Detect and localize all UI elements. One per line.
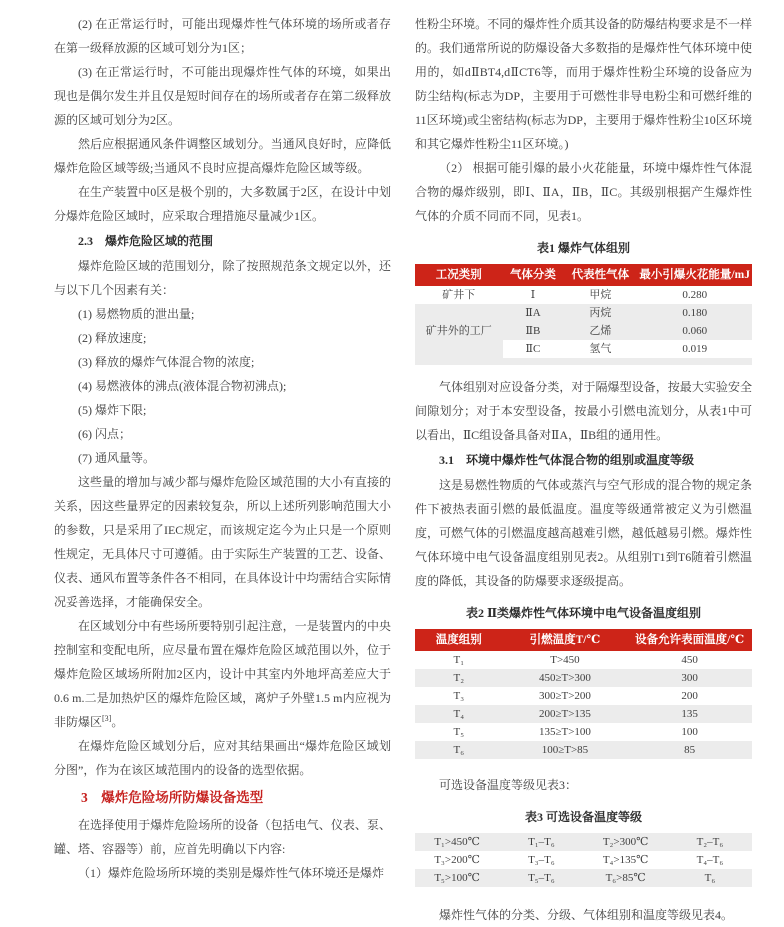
table-row xyxy=(415,851,752,869)
table-cell: T₂ xyxy=(415,669,503,687)
table-header-row xyxy=(415,264,752,286)
table-cell: ⅡA xyxy=(503,304,564,322)
table-cell: 200≥T>135 xyxy=(503,705,628,723)
paragraph: （2） 根据可能引爆的最小火花能量，环境中爆炸性气体混合物的爆炸级别，即Ⅰ、ⅡA，ⅡB，ⅡC。其级别根据产生爆炸性气体的介质不同而不同，见表1。 xyxy=(415,161,752,223)
list-item: (1) 易燃物质的泄出量; xyxy=(78,307,195,321)
table-row-spacer xyxy=(415,358,752,365)
paragraph: (2) 在正常运行时，可能出现爆炸性气体环境的场所或者存在第一级释放源的区域可划分为1区； xyxy=(54,17,391,55)
table1-caption: 表1 爆炸气体组别 xyxy=(536,241,630,255)
paragraph: 这是易燃性物质的气体或蒸汽与空气形成的混合物的规定条件下被热表面引燃的最低温度。温度等级通常被定义为引燃温度，可燃气体的引燃温度越高越难引燃，越低越易引燃。爆炸性气体环境中电气设备温度组别见表2。从组别T1到T6随着引燃温度的降低，其设备的防爆要求逐级提高。 xyxy=(415,478,752,588)
section-heading-2-3: 2.3 爆炸危险区域的范围 xyxy=(78,234,214,248)
table-cell: T₂–T₆ xyxy=(668,833,752,851)
table-cell: 氢气 xyxy=(589,343,612,355)
table-row xyxy=(415,705,752,723)
table3-caption: 表3 可选设备温度等级 xyxy=(524,810,642,824)
table-header-row xyxy=(415,629,752,651)
list-item: (7) 通风量等。 xyxy=(78,451,155,465)
table2-caption: 表2 Ⅱ类爆炸性气体环境中电气设备温度组别 xyxy=(465,606,702,620)
column-header: 温度组别 xyxy=(415,629,503,651)
table-row xyxy=(415,687,752,705)
table-selectable-temperature-classes xyxy=(415,833,752,887)
table-cell: T₄ xyxy=(415,705,503,723)
table-cell: T₃>200℃ xyxy=(434,854,480,866)
paragraph: (3) 在正常运行时，不可能出现爆炸性气体的环境，如果出现也是偶尔发生并且仅是短时间存在的场所或者存在第二级释放源的区域可划分为2区。 xyxy=(54,65,391,127)
paragraph: 在爆炸危险区域划分后，应对其结果画出“爆炸危险区域划分图”，作为在该区域范围内的设备的选型依据。 xyxy=(54,739,391,777)
paragraph: 气体组别对应设备分类，对于隔爆型设备，按最大实验安全间隙划分；对于本安型设备，按最小引燃电流划分，从表1中可以看出，ⅡC组设备具备对ⅡA，ⅡB组的通用性。 xyxy=(415,380,752,442)
table-cell: 100 xyxy=(681,726,698,738)
table-cell: 矿井下 xyxy=(442,289,476,301)
table-cell: Ⅰ xyxy=(530,289,536,301)
table-cell: 100≥T>85 xyxy=(503,741,628,759)
table-cell: T₅–T₆ xyxy=(499,869,583,887)
table-row xyxy=(415,869,752,887)
table-cell: T>450 xyxy=(550,654,580,666)
right-column xyxy=(415,12,752,927)
table-cell: T₅ xyxy=(453,726,465,738)
table-cell: T₅>100℃ xyxy=(415,869,499,887)
table-cell xyxy=(415,358,752,365)
paragraph: （1）爆炸危险场所环境的类别是爆炸性气体环境还是爆炸 xyxy=(78,866,385,880)
list-item: (2) 释放速度; xyxy=(78,331,147,345)
paragraph-text: 在区域划分中有些场所要特别引起注意，一是装置内的中央控制室和变配电所，应尽量布置在爆炸危险区域范围以外，位于爆炸危险区域场所附加2区内，设计中其室内外地坪高差应大于0.6 m.二是加热炉区的爆炸危险区域，离炉子外壁1.5 m内应视为非防爆区 xyxy=(54,619,391,729)
section-heading-3-1: 3.1 环境中爆炸性气体混合物的组别或温度等级 xyxy=(439,453,695,467)
column-header: 最小引爆火花能量/mJ xyxy=(637,264,752,286)
paragraph xyxy=(54,614,391,734)
paragraph: 这些量的增加与减少都与爆炸危险区域范围的大小有直接的关系，因这些量界定的因素较复杂，所以上述所列影响范围大小的参数，只是采用了IEC规定，而该规定迄今为止只是一个原则性规定，无具体尺寸可遵循。由于实际生产装置的工艺、设备、仪表、通风布置等条件各不相同，在具体设计中均需结合实际情况妥善选择，才能确保安全。 xyxy=(54,475,391,609)
paragraph: 然后应根据通风条件调整区域划分。当通风良好时，应降低爆炸危险区域等级;当通风不良时应提高爆炸危险区域等级。 xyxy=(54,137,391,175)
table-cell: 乙烯 xyxy=(563,322,637,340)
table-cell: T₃–T₆ xyxy=(528,854,555,866)
table-row xyxy=(415,651,752,669)
table-cell: T₄–T₆ xyxy=(696,854,724,866)
table-cell: 矿井外的工厂 xyxy=(415,304,503,358)
table-cell: 85 xyxy=(627,741,752,759)
table-cell: 丙烷 xyxy=(563,304,637,322)
table-cell: 0.060 xyxy=(637,322,752,340)
list-item: (6) 闪点； xyxy=(78,427,131,441)
table-cell: 300 xyxy=(627,669,752,687)
column-header: 引燃温度T/℃ xyxy=(503,629,628,651)
paragraph: 爆炸性气体的分类、分级、气体组别和温度等级见表4。 xyxy=(439,908,734,922)
table-cell: 0.280 xyxy=(682,289,708,301)
table-cell: T₄>135℃ xyxy=(602,854,649,866)
table-cell: 135≥T>100 xyxy=(538,726,591,738)
section-heading-3: 3 爆炸危险场所防爆设备选型 xyxy=(81,790,264,805)
table-row xyxy=(415,723,752,741)
paragraph: 可选设备温度等级见表3： xyxy=(439,778,578,792)
table-gas-groups xyxy=(415,264,752,365)
table-cell: T₁–T₆ xyxy=(499,833,583,851)
table-cell: T₁>450℃ xyxy=(415,833,499,851)
paragraph: 爆炸危险区域的范围划分，除了按照规范条文规定以外，还与以下几个因素有关： xyxy=(54,259,391,297)
table-row xyxy=(415,286,752,304)
table-cell: 450 xyxy=(681,654,698,666)
table-cell: 300≥T>200 xyxy=(538,690,591,702)
table-cell: T₂>300℃ xyxy=(584,833,668,851)
table-cell: T₃ xyxy=(453,690,465,702)
table-cell: T₆ xyxy=(668,869,752,887)
column-header: 气体分类 xyxy=(503,264,564,286)
table-cell: 0.019 xyxy=(682,343,708,355)
table-cell: T₆ xyxy=(415,741,503,759)
table-cell: T₁ xyxy=(453,654,465,666)
column-header: 工况类别 xyxy=(415,264,503,286)
table-row xyxy=(415,833,752,851)
paragraph-text: 。 xyxy=(111,715,124,729)
table-cell: 135 xyxy=(627,705,752,723)
paragraph: 在选择使用于爆炸危险场所的设备（包括电气、仪表、泵、罐、塔、容器等）前，应首先明确以下内容: xyxy=(54,818,391,856)
paragraph: 在生产装置中0区是极个别的，大多数属于2区，在设计中划分爆炸危险区域时，应采取合理措施尽量减少1区。 xyxy=(54,185,391,223)
table-cell: T₆>85℃ xyxy=(584,869,668,887)
table-cell: 200 xyxy=(681,690,698,702)
table-row xyxy=(415,669,752,687)
table-cell: 450≥T>300 xyxy=(503,669,628,687)
table-cell: 甲烷 xyxy=(589,289,612,301)
list-item: (5) 爆炸下限; xyxy=(78,403,147,417)
table-cell: ⅡC xyxy=(525,343,541,355)
table-row xyxy=(415,304,752,322)
left-column xyxy=(54,12,391,885)
column-header: 代表性气体 xyxy=(563,264,637,286)
citation-reference: [3] xyxy=(102,714,112,723)
paragraph: 性粉尘环境。不同的爆炸性介质其设备的防爆结构要求是不一样的。我们通常所说的防爆设备大多数指的是爆炸性气体环境中使用的，如dⅡBT4,dⅡCT6等，而用于爆炸性粉尘环境的设备应为防尘结构(标志为DP，主要用于可燃性非导电粉尘和可燃纤维的11区环境)或尘密结构(标志为DP，主要用于爆炸性粉尘10区环境和其它爆炸性粉尘11区环境。) xyxy=(415,17,752,151)
table-row xyxy=(415,741,752,759)
table-cell: ⅡB xyxy=(503,322,564,340)
list-item: (3) 释放的爆炸气体混合物的浓度; xyxy=(78,355,255,369)
table-temperature-groups xyxy=(415,629,752,759)
table-cell: 0.180 xyxy=(637,304,752,322)
list-item: (4) 易燃液体的沸点(液体混合物初沸点); xyxy=(78,379,287,393)
column-header: 设备允许表面温度/℃ xyxy=(627,629,752,651)
